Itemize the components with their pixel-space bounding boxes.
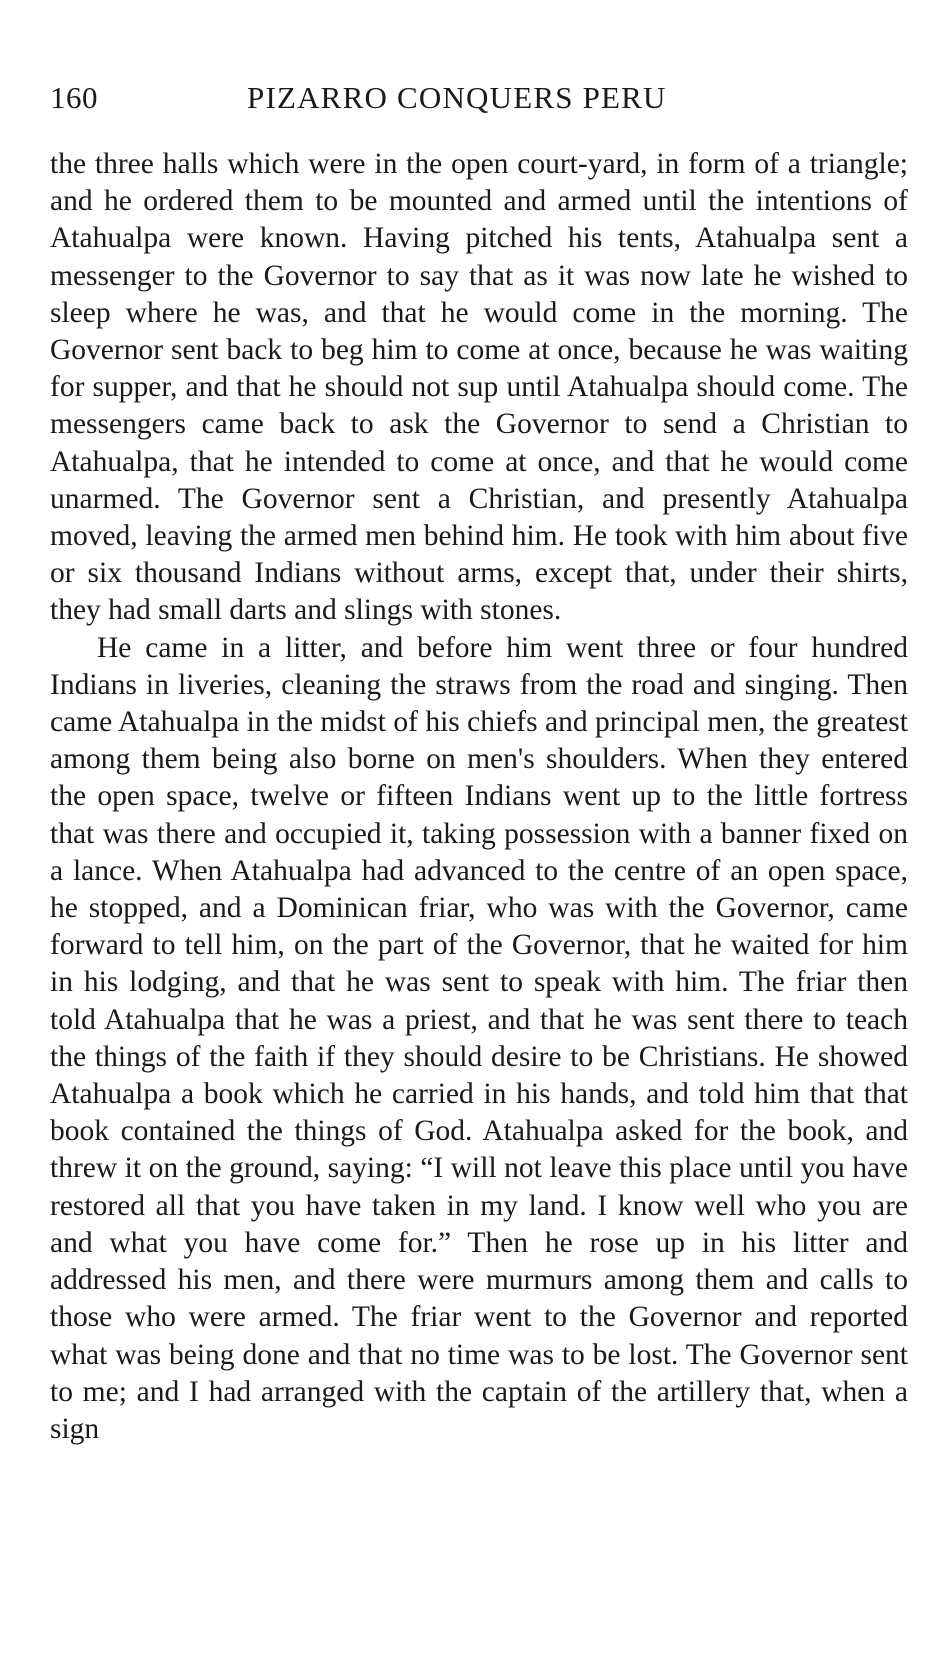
paragraph-1: the three halls which were in the open court-yard, in form of a triangle; and he ordered them to be mounted and armed until the intentions of Atahualpa were known. Having pitched his tents, Atahualpa sent a messenger to the Governor to say that as it was now late he wished to sleep where he was, and that he would come in the morning. The Governor sent back to beg him to come at once, because he was waiting for supper, and that he should not sup until Atahualpa should come. The messengers came back to ask the Governor to send a Christian to Atahualpa, that he intended to come at once, and that he would come unarmed. The Governor sent a Christian, and presently Atahualpa moved, leaving the armed men behind him. He took with him about five or six thousand Indians without arms, except that, under their shirts, they had small darts and slings with stones. (50, 148, 908, 627)
running-head (50, 76, 908, 136)
body-text (50, 146, 908, 1448)
running-title: PIZARRO CONQUERS PERU (247, 80, 667, 115)
book-page (50, 0, 908, 1448)
paragraph-2: He came in a litter, and before him went three or four hundred Indians in liveries, cleaning the straws from the road and singing. Then came Atahualpa in the midst of his chiefs and principal men, the greatest among them being also borne on men's shoulders. When they entered the open space, twelve or fifteen Indians went up to the little fortress that was there and occupied it, taking possession with a banner fixed on a lance. When Atahualpa had advanced to the centre of an open space, he stopped, and a Dominican friar, who was with the Governor, came forward to tell him, on the part of the Governor, that he waited for him in his lodging, and that he was sent to speak with him. The friar then told Atahualpa that he was a priest, and that he was sent there to teach the things of the faith if they should desire to be Christians. He showed Atahualpa a book which he carried in his hands, and told him that that book contained the things of God. Atahualpa asked for the book, and threw it on the ground, saying: “I will not leave this place until you have restored all that you have taken in my land. I know well who you are and what you have come for.” Then he rose up in his litter and addressed his men, and there were murmurs among them and calls to those who were armed. The friar went to the Governor and reported what was being done and that no time was to be lost. The Governor sent to me; and I had arranged with the captain of the artillery that, when a sign (50, 631, 908, 1445)
page-number: 160 (50, 80, 98, 115)
